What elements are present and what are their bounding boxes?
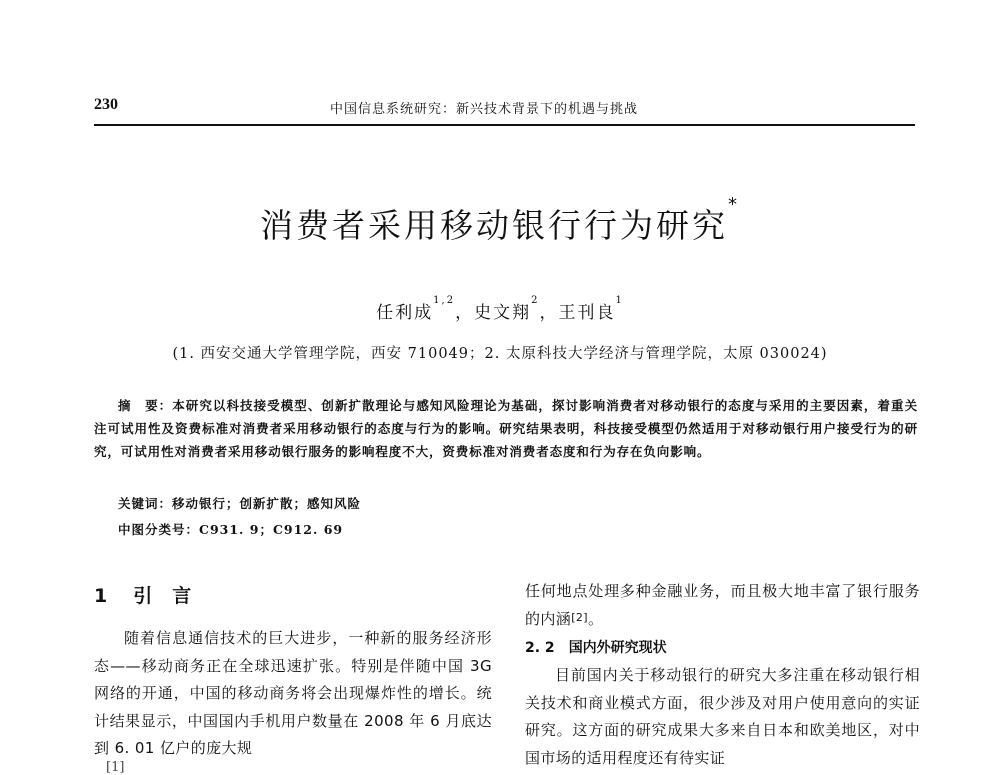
author-name: 任利成: [376, 303, 434, 323]
right-column: [525, 578, 920, 772]
page-number: 230: [94, 96, 118, 113]
continued-paragraph: [525, 578, 920, 633]
clc-text: C931. 9；C912. 69: [199, 522, 344, 537]
header-rule: [94, 124, 915, 126]
section-title-part: 引: [133, 585, 153, 607]
citation-ref-partial: [1]: [106, 759, 125, 775]
left-column: [94, 578, 492, 775]
clc-label: 中图分类号：: [118, 522, 200, 537]
section-title-part: 言: [172, 585, 192, 607]
author-affil-ref: 1,2: [433, 295, 456, 306]
keywords-label: 关键词：: [118, 496, 173, 511]
author-name: 史文翔: [474, 303, 532, 323]
research-status-paragraph: 目前国内关于移动银行的研究大多注重在移动银行相关技术和商业模式方面，很少涉及对用户使用意向的实证研究。这方面的研究成果大多来自日本和欧美地区，对中国市场的适用程度还有待实证: [525, 666, 920, 767]
abstract-text: 本研究以科技接受模型、创新扩散理论与感知风险理论为基础，探讨影响消费者对移动银行的态度与采用的主要因素，着重关注可试用性及资费标准对消费者采用移动银行的态度与行为的影响。研究结果表明，科技接受模型仍然适用于对移动银行用户接受行为的研究，可试用性对消费者采用移动银行服务的影响程度不大，资费标准对消费者态度和行为存在负向影响。: [94, 398, 918, 459]
author-affil-ref: 1: [615, 295, 624, 306]
author-affil-ref: 2: [531, 295, 540, 306]
paper-title-text: 消费者采用移动银行行为研究: [260, 206, 728, 245]
citation-ref: [2]: [571, 610, 588, 624]
intro-paragraph: 随着信息通信技术的巨大进步，一种新的服务经济形态——移动商务正在全球迅速扩张。特别是伴随中国 3G 网络的开通，中国的移动商务将会出现爆炸性的增长。统计结果显示，中国国内手机用户数量在 2008 年 6 月底达到 6. 01 亿户的庞大规: [94, 629, 492, 757]
section-number: 1: [94, 585, 108, 607]
keywords-text: 移动银行；创新扩散；感知风险: [172, 496, 362, 511]
title-footnote-mark: *: [728, 194, 740, 215]
subsection-heading: [525, 635, 920, 662]
section-heading: [94, 578, 492, 615]
keywords: [118, 494, 361, 512]
abstract: [94, 394, 918, 463]
author-separator: ，: [539, 303, 559, 323]
author-name: 王刊良: [558, 303, 616, 323]
classification-number: [118, 520, 343, 538]
affiliations: (1. 西安交通大学管理学院，西安 710049；2. 太原科技大学经济与管理学院，太原 030024): [172, 346, 828, 362]
author-list: [0, 295, 1000, 323]
subsection-title: 国内外研究现状: [568, 640, 667, 656]
author-separator: ，: [455, 303, 475, 323]
running-title: 中国信息系统研究：新兴技术背景下的机遇与挑战: [330, 102, 639, 117]
abstract-label: 摘 要：: [118, 398, 173, 413]
subsection-number: 2. 2: [525, 640, 555, 656]
continued-paragraph-text: 任何地点处理多种金融业务，而且极大地丰富了银行服务的内涵: [525, 582, 920, 628]
paper-title: [0, 194, 1000, 247]
continued-paragraph-end: 。: [588, 609, 604, 628]
